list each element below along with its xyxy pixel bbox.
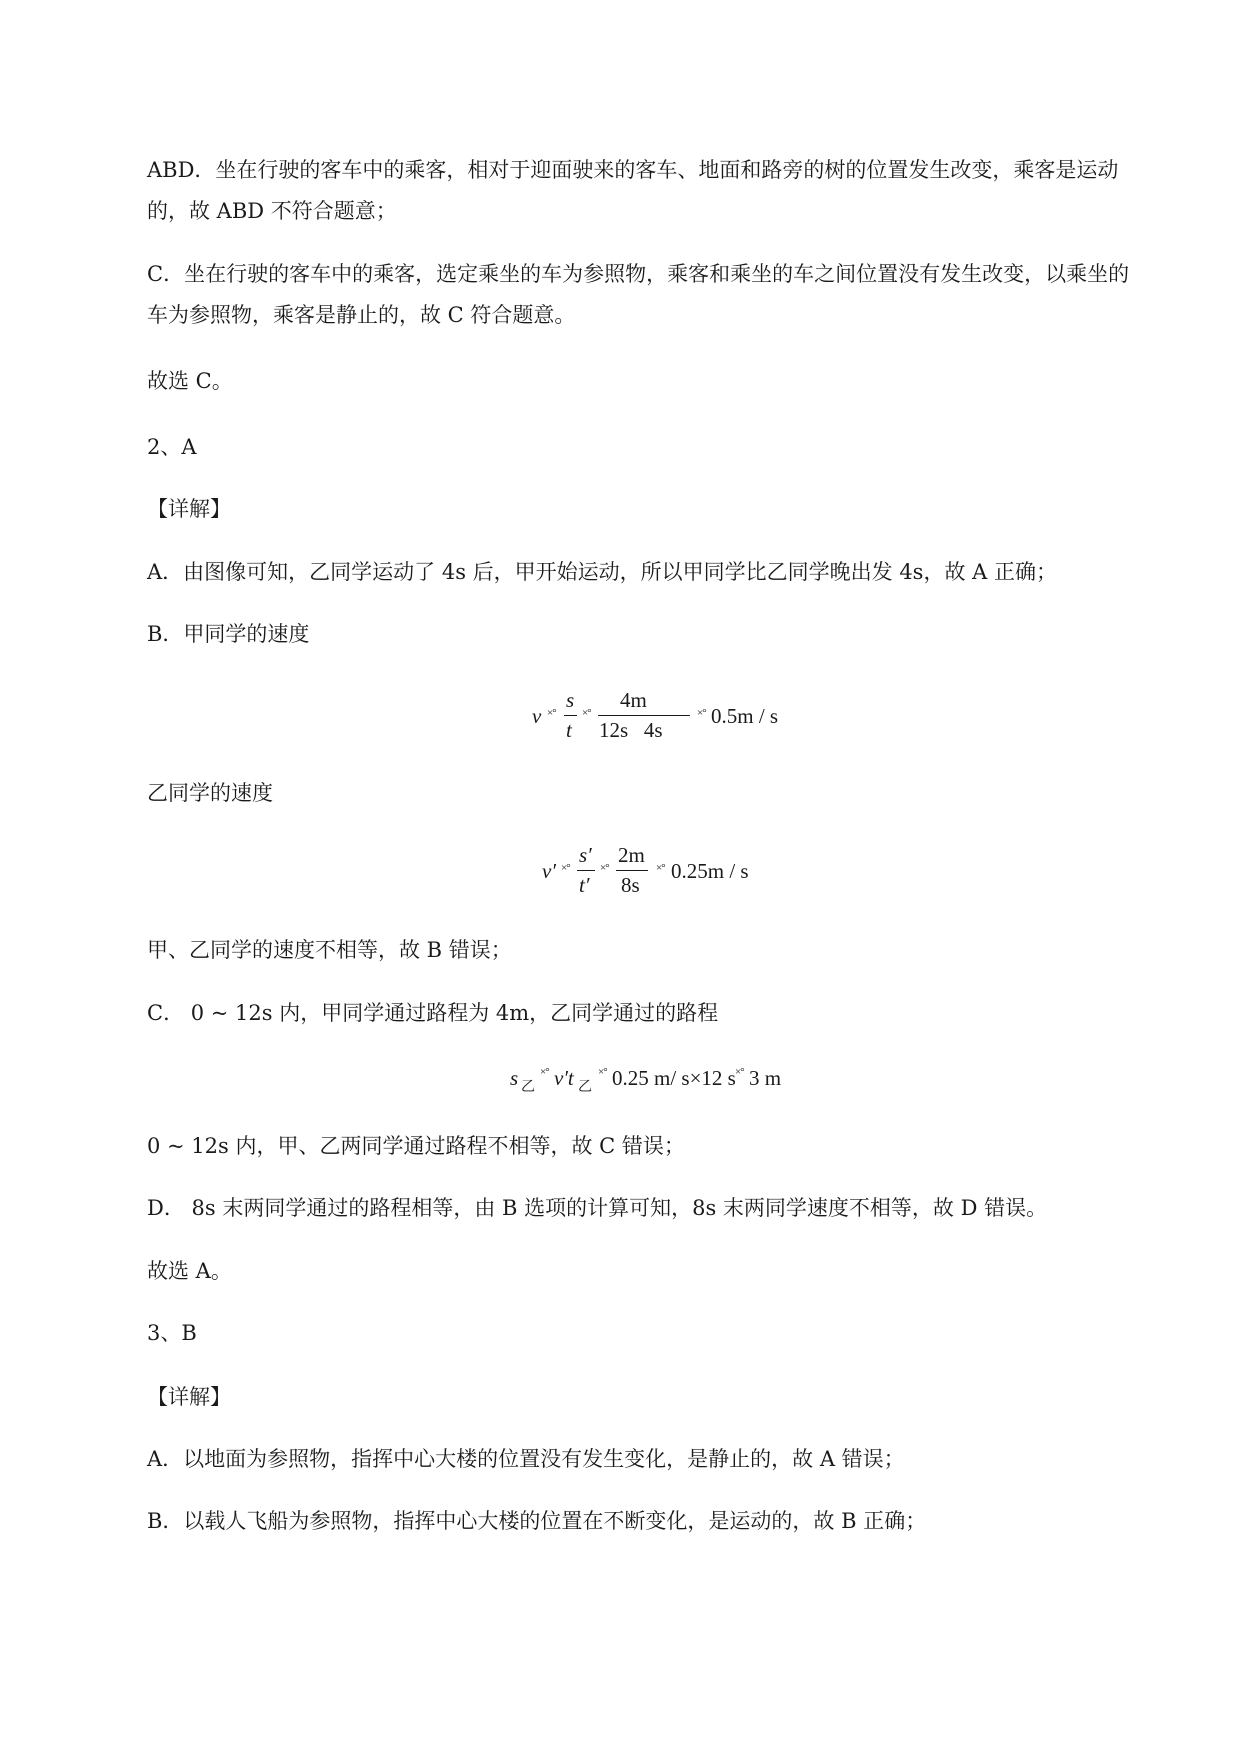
formula-3-mid-sub: 乙 — [578, 1080, 592, 1095]
formula-1-lhs: v — [532, 704, 542, 728]
formula-2-bar-2 — [616, 870, 648, 871]
formula-1-noise-1: ×° — [547, 707, 556, 719]
formula-3-noise-3: ×° — [735, 1066, 744, 1078]
formula-2-result: 0.25m / s — [671, 859, 749, 883]
formula-1-result: 0.5m / s — [711, 704, 779, 728]
paragraph-distance-compare: 0 ~ 12s 内，甲、乙两同学通过路程不相等，故 C 错误； — [147, 1134, 685, 1158]
answer-line-1: 故选 C。 — [147, 369, 233, 393]
question-3-option-a: A．以地面为参照物，指挥中心大楼的位置没有发生变化，是静止的，故 A 错误； — [147, 1447, 905, 1471]
formula-1-den-2: 12s 4s — [599, 718, 663, 742]
formula-1-bar-1 — [564, 715, 577, 716]
formula-3-noise-2: ×° — [598, 1066, 607, 1078]
question-3-option-b: B．以载人飞船为参照物，指挥中心大楼的位置在不断变化，是运动的，故 B 正确； — [147, 1509, 927, 1533]
formula-3-result-2: 3 m — [749, 1066, 782, 1090]
question-2-option-c: C． 0 ~ 12s 内，甲同学通过路程为 4m，乙同学通过的路程 — [147, 1001, 719, 1025]
formula-2-noise-1: ×° — [561, 862, 570, 874]
formula-speed-jia — [530, 688, 779, 746]
paragraph-speed-compare: 甲、乙同学的速度不相等，故 B 错误； — [147, 938, 512, 962]
paragraph-abd: ABD．坐在行驶的客车中的乘客，相对于迎面驶来的客车、地面和路旁的树的位置发生改变，乘客是运动的，故 ABD 不符合题意； — [147, 158, 1119, 223]
paragraph-yi-speed: 乙同学的速度 — [147, 781, 273, 805]
formula-2-num-2: 2m — [618, 843, 645, 867]
question-2-heading: 2、A — [147, 435, 197, 459]
formula-1-bar-2 — [598, 715, 690, 716]
formula-3-mid: v′t — [554, 1066, 574, 1090]
question-2-option-a: A．由图像可知，乙同学运动了 4s 后，甲开始运动，所以甲同学比乙同学晚出发 4s，故 A 正确； — [147, 560, 1057, 584]
formula-2-den-1: t′ — [579, 873, 590, 897]
formula-distance-yi — [508, 1062, 788, 1096]
answer-line-2: 故选 A。 — [147, 1259, 232, 1283]
formula-1-num-1: s — [566, 688, 575, 712]
formula-2-bar-1 — [577, 870, 595, 871]
formula-2-lhs: v′ — [542, 859, 556, 883]
question-3-detail-label: 【详解】 — [147, 1385, 231, 1409]
question-3-heading: 3、B — [147, 1321, 197, 1345]
question-2-option-b: B．甲同学的速度 — [147, 622, 310, 646]
formula-1-den-1: t — [566, 718, 572, 742]
formula-3-lhs: s — [510, 1066, 519, 1090]
formula-1-noise-3: ×° — [697, 707, 706, 719]
question-2-detail-label: 【详解】 — [147, 497, 231, 521]
formula-1-num-2: 4m — [620, 688, 647, 712]
formula-3-lhs-sub: 乙 — [521, 1080, 535, 1095]
formula-1-noise-2: ×° — [582, 707, 591, 719]
formula-speed-yi — [540, 845, 770, 901]
formula-2-noise-3: ×° — [656, 862, 665, 874]
formula-2-den-2: 8s — [621, 873, 640, 897]
question-2-option-d: D． 8s 末两同学通过的路程相等，由 B 选项的计算可知，8s 末两同学速度不相等，故 D 错误。 — [147, 1196, 1048, 1220]
paragraph-c: C．坐在行驶的客车中的乘客，选定乘坐的车为参照物，乘客和乘坐的车之间位置没有发生改变，以乘坐的车为参照物，乘客是静止的，故 C 符合题意。 — [147, 262, 1130, 327]
formula-2-noise-2: ×° — [600, 862, 609, 874]
formula-3-noise-1: ×° — [540, 1066, 549, 1078]
formula-2-num-1: s′ — [579, 843, 592, 867]
formula-3-result: 0.25 m/ s×12 s — [612, 1066, 736, 1090]
